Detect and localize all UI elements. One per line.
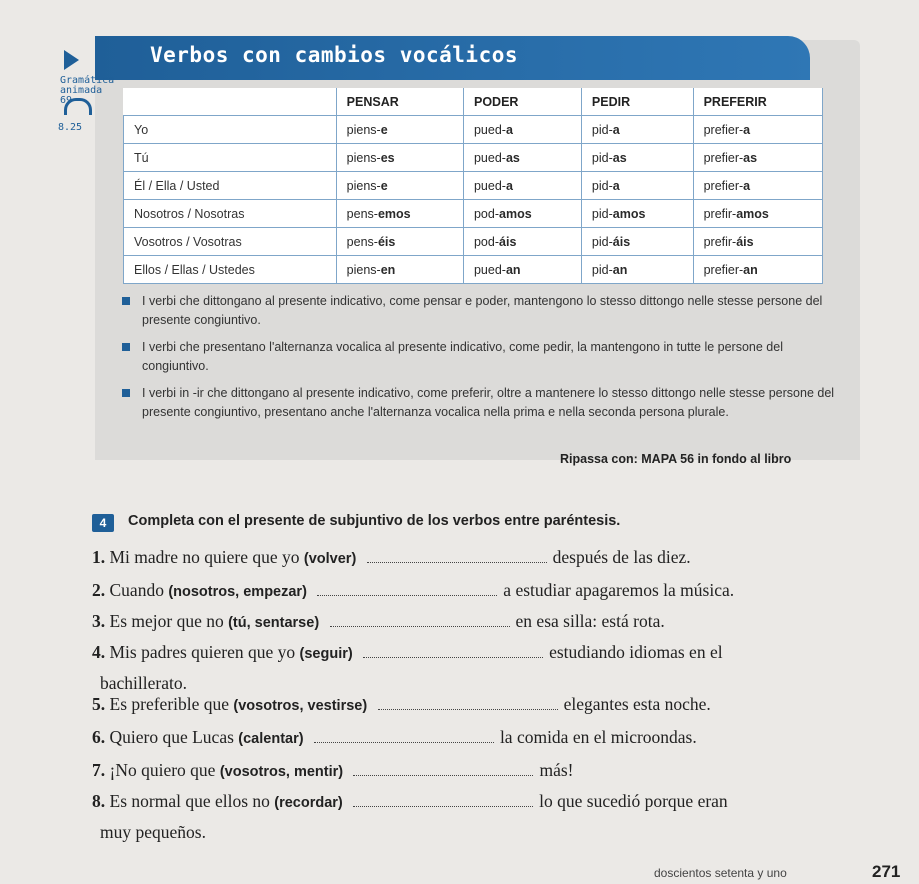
headphones-icon [64,98,92,115]
exercise-number: 4 [92,514,114,532]
item-number: 5. [92,694,106,714]
verb-stem: prefir- [703,206,737,221]
verb-ending: a [743,122,751,137]
verb-stem: piens- [346,178,381,193]
table-row [124,172,823,200]
table-cell [581,144,693,172]
item-text-after: más! [539,760,574,780]
table-cell [336,172,463,200]
verb-ending: an [612,262,628,277]
item-number: 1. [92,547,106,567]
item-continuation: muy pequeños. [100,822,206,842]
table-cell [336,228,463,256]
item-text-before: Es mejor que no [109,611,224,631]
answer-blank[interactable] [353,761,533,776]
table-row [124,200,823,228]
table-cell [581,200,693,228]
table-row [124,256,823,284]
item-text-before: Mis padres quieren que yo [109,642,296,662]
verb-ending: áis [736,234,754,249]
verb-stem: piens- [346,150,381,165]
page-number-words: doscientos setenta y uno [654,866,787,880]
item-text-after: en esa silla: está rota. [515,611,665,631]
row-subject: Él / Ella / Usted [124,172,337,200]
verb-ending: e [380,178,388,193]
note-item: I verbi che presentano l'alternanza vocalica al presente indicativo, come pedir, la mantengono in tutte le persone del congiuntivo. [122,338,837,376]
item-number: 2. [92,580,106,600]
verb-stem: pid- [591,234,613,249]
verb-stem: pid- [591,122,613,137]
header-empty [124,88,337,116]
item-verb: (tú, sentarse) [228,615,320,631]
grammar-box-title: Verbos con cambios vocálicos [150,43,519,67]
item-number: 7. [92,760,106,780]
ripassa-link: Ripassa con: MAPA 56 in fondo al libro [560,452,792,466]
header-pensar: PENSAR [336,88,463,116]
verb-ending: amos [612,206,646,221]
table-cell [336,116,463,144]
table-cell [693,256,822,284]
verb-stem: prefier- [703,150,744,165]
table-cell [336,144,463,172]
table-cell [463,144,581,172]
answer-blank[interactable] [314,728,494,743]
item-text-before: Es preferible que [109,694,230,714]
table-row [124,144,823,172]
verb-ending: amos [499,206,532,221]
exercise-item [92,727,697,748]
verb-stem: pens- [346,206,378,221]
answer-blank[interactable] [363,643,543,658]
verb-stem: pid- [591,206,613,221]
answer-blank[interactable] [330,612,510,627]
track-number: 8.25 [58,122,83,133]
table-cell [336,200,463,228]
answer-blank[interactable] [367,548,547,563]
note-item: I verbi in -ir che dittongano al presente indicativo, come preferir, oltre a mantenere lo stesso dittongo nelle stesse persone del presente congiuntivo, presentano anche l'alternanza vocalica nella prima e nella seconda persona plurale. [122,384,837,422]
verb-stem: pued- [473,150,506,165]
item-text-before: ¡No quiero que [109,760,216,780]
verb-stem: prefir- [703,234,737,249]
row-subject: Vosotros / Vosotras [124,228,337,256]
verb-stem: pued- [473,122,506,137]
header-poder: PODER [463,88,581,116]
verb-ending: amos [736,206,769,221]
verb-stem: pid- [591,262,613,277]
item-text-before: Cuando [109,580,164,600]
grammar-notes [122,292,837,430]
header-preferir: PREFERIR [693,88,822,116]
verb-ending: en [380,262,396,277]
table-cell [693,200,822,228]
verb-ending: e [380,122,388,137]
table-cell [693,116,822,144]
verb-stem: pens- [346,234,378,249]
table-cell [693,228,822,256]
conjugation-table [123,88,823,284]
table-cell [693,172,822,200]
table-cell [581,228,693,256]
row-subject: Nosotros / Nosotras [124,200,337,228]
verb-ending: a [505,122,513,137]
exercise-item [92,580,734,601]
play-icon[interactable] [64,50,79,70]
verb-stem: pid- [591,178,613,193]
row-subject: Ellos / Ellas / Ustedes [124,256,337,284]
table-cell [463,200,581,228]
item-verb: (calentar) [238,731,304,747]
answer-blank[interactable] [317,581,497,596]
verb-ending: áis [612,234,631,249]
verb-stem: prefier- [703,122,744,137]
item-text-after: la comida en el microondas. [499,727,697,747]
note-item: I verbi che dittongano al presente indicativo, come pensar e poder, mantengono lo stesso dittongo nelle stesse persone del presente congiuntivo. [122,292,837,330]
table-cell [463,116,581,144]
table-row [124,228,823,256]
verb-ending: an [743,262,758,277]
table-cell [463,228,581,256]
item-continuation: bachillerato. [100,673,187,693]
exercise-title: Completa con el presente de subjuntivo de los verbos entre paréntesis. [128,513,621,529]
table-cell [581,256,693,284]
verb-ending: a [505,178,513,193]
table-cell [581,116,693,144]
verb-stem: pued- [473,178,506,193]
verb-stem: pod- [473,206,500,221]
verb-stem: piens- [346,122,381,137]
item-text-after: después de las diez. [552,547,691,567]
table-cell [581,172,693,200]
verb-ending: áis [499,234,517,249]
item-verb: (vosotros, vestirse) [233,698,368,714]
item-verb: (volver) [303,551,357,567]
answer-blank[interactable] [378,695,558,710]
verb-stem: pid- [591,150,613,165]
page-number: 271 [872,862,901,881]
verb-ending: an [505,262,521,277]
item-verb: (recordar) [274,795,343,811]
item-text-after: lo que sucedió porque eran [539,791,728,811]
item-text-after: elegantes esta noche. [563,694,711,714]
verb-ending: emos [377,206,411,221]
verb-ending: a [612,122,620,137]
verb-ending: a [743,178,751,193]
verb-ending: as [612,150,627,165]
exercise-item [92,611,665,632]
verb-stem: prefier- [703,262,744,277]
item-number: 3. [92,611,106,631]
exercise-item [92,791,728,812]
table-cell [693,144,822,172]
table-cell [463,172,581,200]
item-text-before: Quiero que Lucas [109,727,234,747]
verb-stem: pued- [473,262,506,277]
item-verb: (vosotros, mentir) [219,764,344,780]
item-number: 8. [92,791,106,811]
verb-stem: piens- [346,262,381,277]
item-text-before: Es normal que ellos no [109,791,270,811]
exercise-item [92,547,691,568]
verb-ending: éis [377,234,396,249]
row-subject: Tú [124,144,337,172]
table-row [124,116,823,144]
verb-ending: a [612,178,620,193]
exercise-item [92,760,574,781]
verb-ending: as [743,150,758,165]
item-text-before: Mi madre no quiere que yo [109,547,300,567]
item-verb: (nosotros, empezar) [168,584,307,600]
item-text-after: estudiando idiomas en el [549,642,723,662]
table-cell [336,256,463,284]
item-verb: (seguir) [299,646,353,662]
exercise-item [92,642,723,663]
row-subject: Yo [124,116,337,144]
verb-stem: pod- [473,234,500,249]
exercise-item [92,694,711,715]
verb-ending: as [505,150,520,165]
verb-ending: es [380,150,395,165]
table-cell [463,256,581,284]
item-number: 6. [92,727,106,747]
item-number: 4. [92,642,106,662]
side-label: Gramática animada 69 [60,75,115,106]
header-pedir: PEDIR [581,88,693,116]
item-text-after: a estudiar apagaremos la música. [503,580,735,600]
verb-stem: prefier- [703,178,744,193]
answer-blank[interactable] [353,792,533,807]
